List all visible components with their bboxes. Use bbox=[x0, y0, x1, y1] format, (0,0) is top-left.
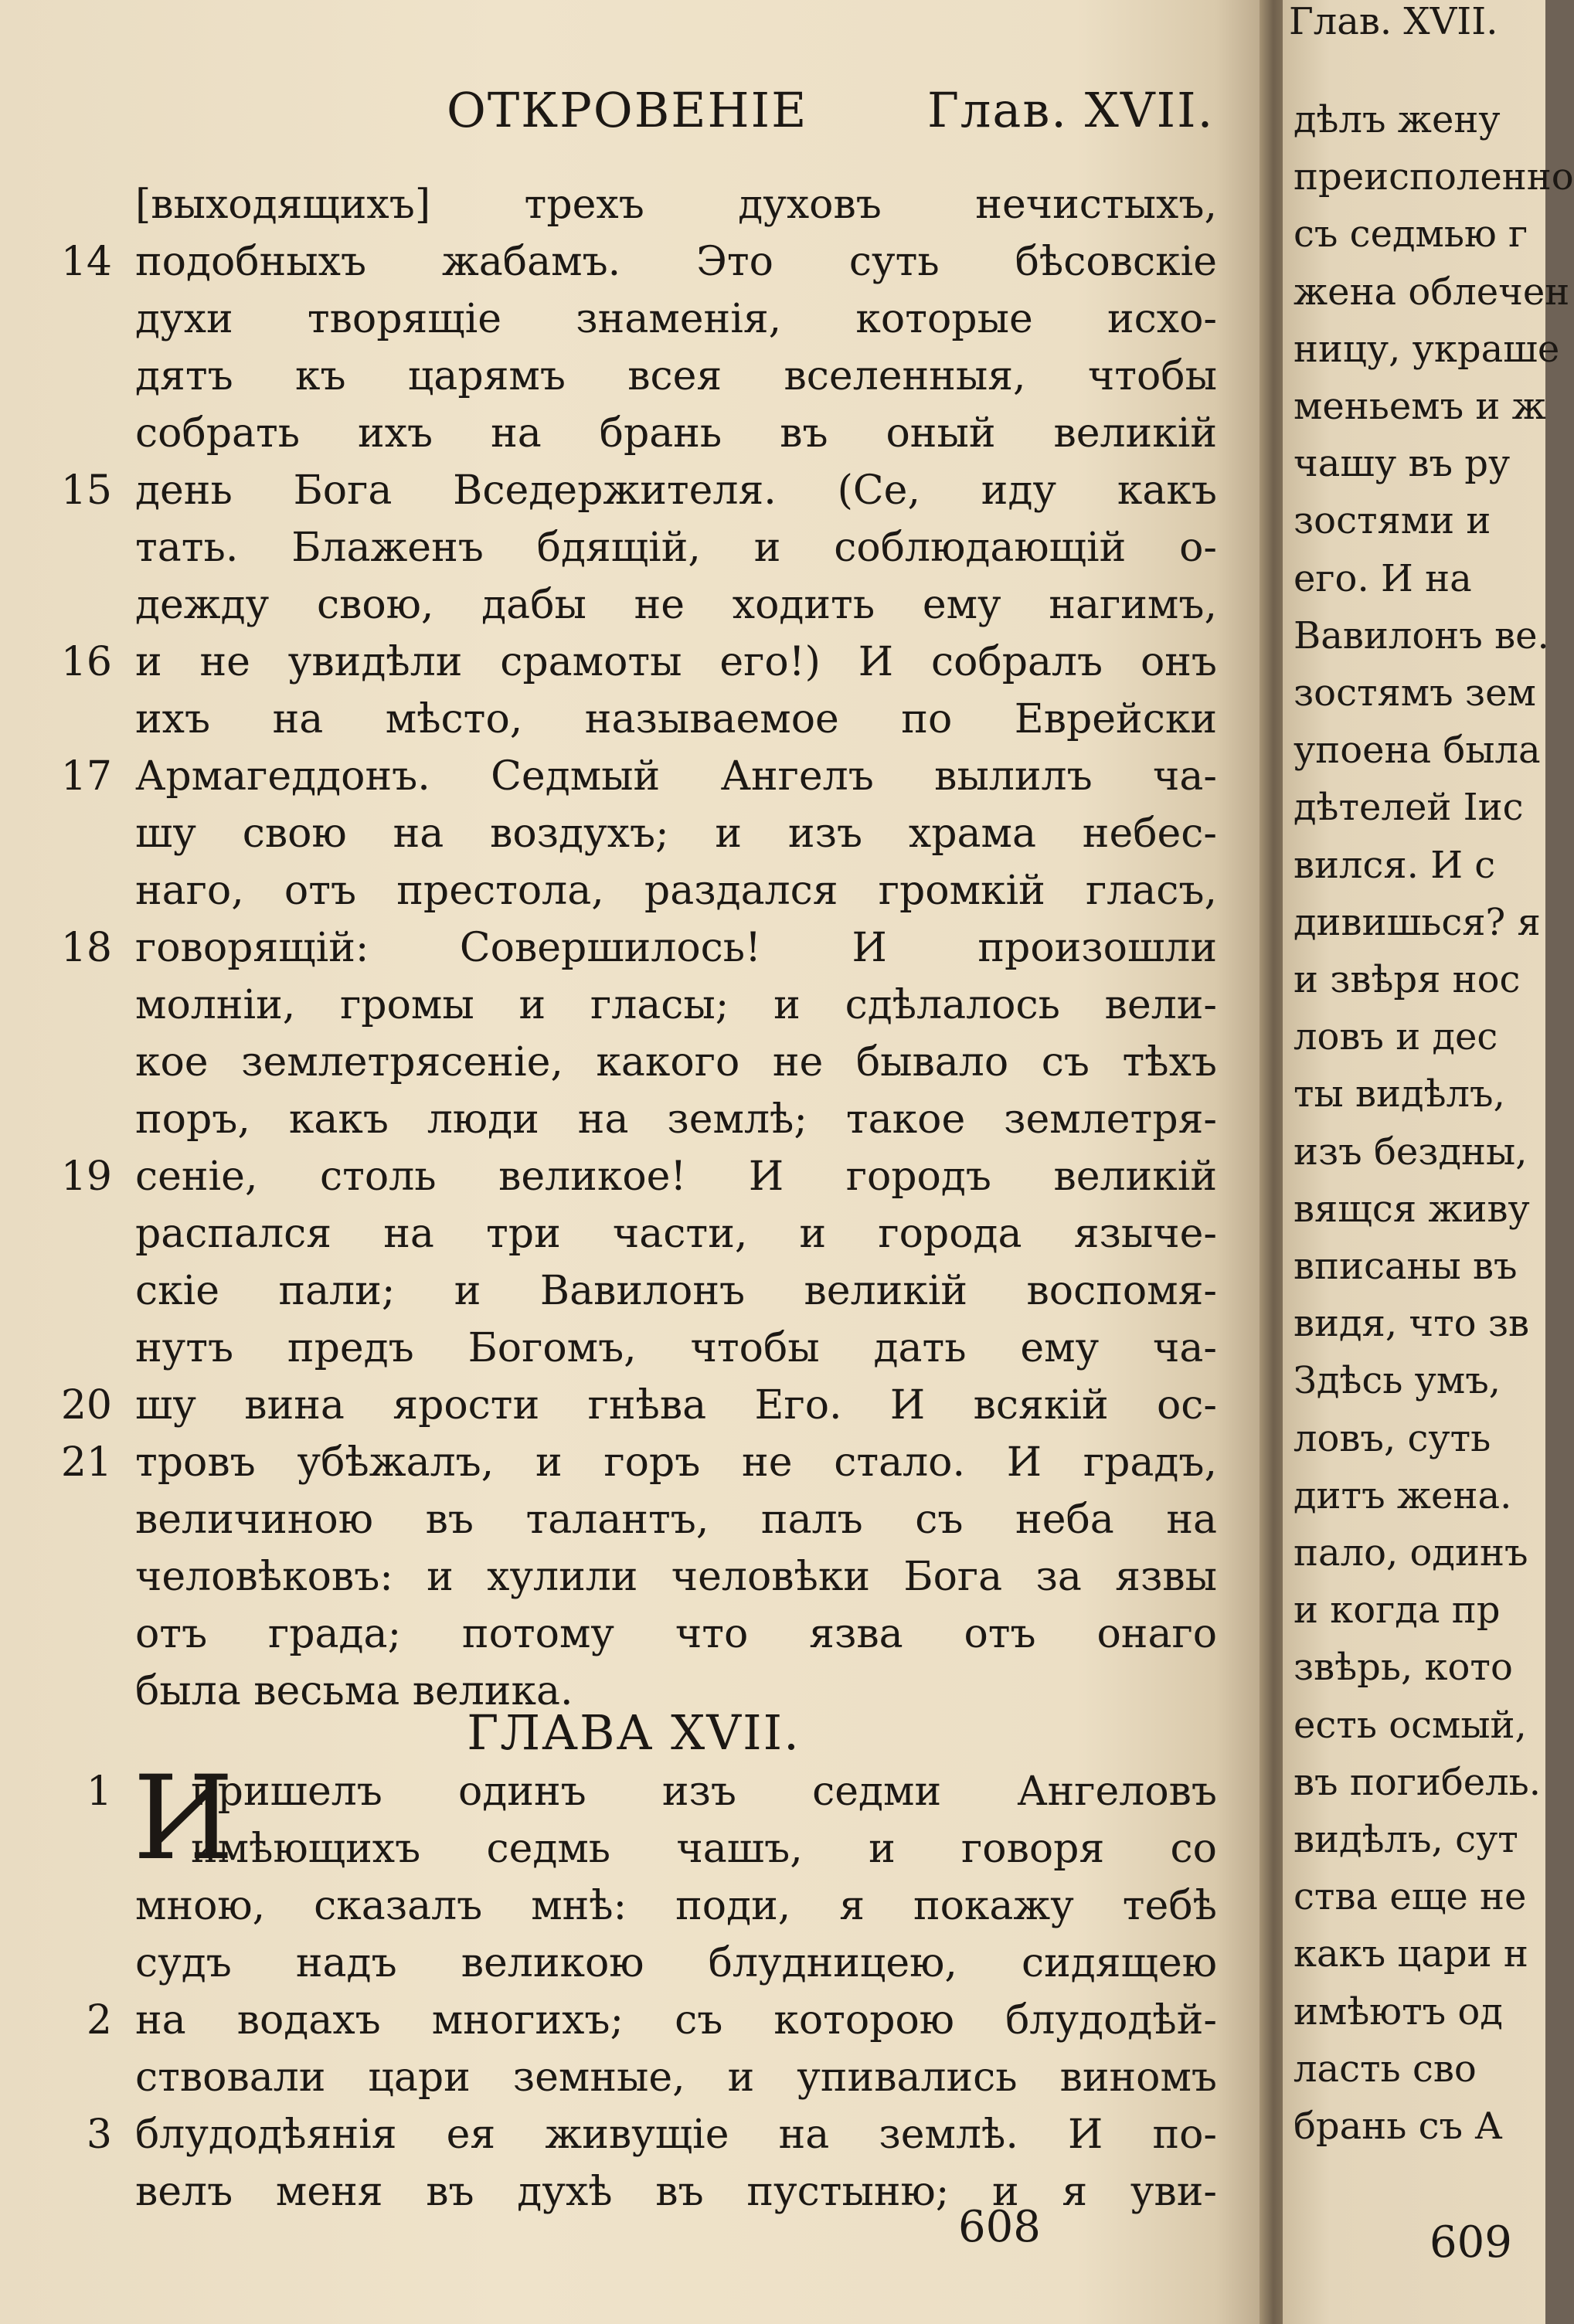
drop-cap: И bbox=[133, 1751, 234, 1886]
text-line: скіе пали; и Вавилонъ великій воспомя- bbox=[135, 1268, 1217, 1314]
right-text-line: чашу въ ру bbox=[1294, 442, 1511, 486]
text-line: шу свою на воздухъ; и изъ храма небес- bbox=[135, 810, 1217, 857]
verse-number: 18 bbox=[60, 925, 112, 971]
text-line: Армагеддонъ. Седмый Ангелъ вылилъ ча- bbox=[135, 753, 1217, 800]
text-line: дятъ къ царямъ всея вселенныя, чтобы bbox=[135, 353, 1217, 399]
right-text-line: преисполенно bbox=[1294, 155, 1574, 199]
page-number-left: 608 bbox=[958, 2202, 1041, 2252]
right-text-line: вписаны въ bbox=[1294, 1245, 1518, 1288]
right-text-line: меньемъ и ж bbox=[1294, 385, 1546, 428]
text-line: ихъ на мѣсто, называемое по Еврейски bbox=[135, 696, 1217, 742]
verse-number: 15 bbox=[60, 467, 112, 514]
verse-number: 17 bbox=[60, 753, 112, 800]
right-text-line: Вавилонъ ве. bbox=[1294, 613, 1549, 657]
right-text-line: зостями и bbox=[1294, 499, 1491, 543]
right-text-line: и когда пр bbox=[1294, 1588, 1501, 1633]
right-text-line: ловъ и дес bbox=[1294, 1015, 1498, 1059]
chapter-heading: ГЛАВА XVII. bbox=[467, 1704, 801, 1761]
book-title: ОТКРОВЕНІЕ bbox=[447, 82, 808, 138]
text-line: ствовали цари земные, и упивались виномъ bbox=[135, 2054, 1217, 2101]
chapter-label: Глав. XVII. bbox=[927, 82, 1215, 138]
text-line: тать. Блаженъ бдящій, и соблюдающій о- bbox=[135, 525, 1217, 571]
verse-number: 16 bbox=[60, 639, 112, 685]
text-line: кое землетрясеніе, какого не бывало съ тѣхъ bbox=[135, 1039, 1217, 1086]
right-text-line: изъ бездны, bbox=[1294, 1130, 1528, 1174]
right-text-line: Здѣсь умъ, bbox=[1294, 1359, 1501, 1403]
right-page-header: Глав. XVII. bbox=[1289, 0, 1498, 43]
right-text-line: дивишься? я bbox=[1294, 900, 1541, 944]
text-line: день Бога Вседержителя. (Се, иду какъ bbox=[135, 467, 1217, 514]
verse-number: 19 bbox=[60, 1154, 112, 1200]
right-page bbox=[1283, 0, 1574, 2324]
text-line: тровъ убѣжалъ, и горъ не стало. И градъ, bbox=[135, 1439, 1217, 1486]
text-line: собрать ихъ на брань въ оный великій bbox=[135, 410, 1217, 457]
text-line: молніи, громы и гласы; и сдѣлалось вели- bbox=[135, 982, 1217, 1028]
verse-number: 14 bbox=[60, 239, 112, 285]
verse-number: 20 bbox=[60, 1382, 112, 1429]
text-line: сеніе, столь великое! И городъ великій bbox=[135, 1154, 1217, 1200]
text-line: наго, отъ престола, раздался громкій гласъ, bbox=[135, 868, 1217, 914]
text-line: пришелъ одинъ изъ седми Ангеловъ bbox=[191, 1768, 1217, 1815]
right-text-line: ты видѣлъ, bbox=[1294, 1072, 1505, 1116]
text-line: велъ меня въ духѣ въ пустыню; и я уви- bbox=[135, 2169, 1217, 2215]
text-block-chapter-17 bbox=[133, 1751, 1217, 2220]
text-line: нутъ предъ Богомъ, чтобы дать ему ча- bbox=[135, 1325, 1217, 1371]
right-text-line: дѣлъ жену bbox=[1294, 98, 1501, 141]
right-text-line: дѣтелей Іис bbox=[1294, 786, 1524, 830]
right-text-line: ласть сво bbox=[1294, 2047, 1477, 2091]
verse-number: 21 bbox=[60, 1439, 112, 1486]
right-text-line: пало, одинъ bbox=[1294, 1531, 1528, 1575]
right-text-line: съ седмью г bbox=[1294, 212, 1528, 257]
text-line: отъ града; потому что язва отъ онаго bbox=[135, 1611, 1217, 1657]
right-text-line: видѣлъ, сут bbox=[1294, 1818, 1518, 1861]
page-header bbox=[0, 82, 1267, 144]
right-text-line: упоена была bbox=[1294, 729, 1541, 773]
text-line: распался на три части, и города языче- bbox=[135, 1211, 1217, 1257]
text-line: была весьма велика. bbox=[135, 1668, 573, 1714]
text-line: духи творящіе знаменія, которые исхо- bbox=[135, 296, 1217, 342]
text-line: мною, сказалъ мнѣ: поди, я покажу тебѣ bbox=[135, 1883, 1217, 1929]
verse-number: 2 bbox=[86, 1997, 112, 2044]
text-line: и не увидѣли срамоты его!) И собралъ онъ bbox=[135, 639, 1217, 685]
text-line: судъ надъ великою блудницею, сидящею bbox=[135, 1940, 1217, 1986]
right-text-line: вящся живу bbox=[1294, 1187, 1530, 1231]
right-text-line: ловъ, суть bbox=[1294, 1416, 1491, 1460]
right-text-line: есть осмый, bbox=[1294, 1703, 1527, 1747]
text-block-chapter-16 bbox=[135, 176, 1217, 1720]
right-text-line: зостямъ зем bbox=[1294, 671, 1536, 715]
text-line: подобныхъ жабамъ. Это суть бѣсовскіе bbox=[135, 239, 1217, 285]
text-line: говорящій: Совершилось! И произошли bbox=[135, 925, 1217, 971]
text-line: шу вина ярости гнѣва Его. И всякій ос- bbox=[135, 1382, 1217, 1429]
right-text-line: ства еще не bbox=[1294, 1875, 1527, 1919]
right-text-line: дитъ жена. bbox=[1294, 1473, 1512, 1517]
right-text-line: имѣютъ од bbox=[1294, 1989, 1503, 2034]
text-line: дежду свою, дабы не ходить ему нагимъ, bbox=[135, 582, 1217, 628]
right-text-line: видя, что зв bbox=[1294, 1302, 1530, 1346]
text-line: блудодѣянія ея живущіе на землѣ. И по- bbox=[135, 2112, 1217, 2158]
page-number-right: 609 bbox=[1430, 2217, 1512, 2268]
text-line: имѣющихъ седмь чашъ, и говоря со bbox=[191, 1826, 1217, 1872]
right-text-line: какъ цари н bbox=[1294, 1932, 1528, 1976]
verse-number: 3 bbox=[86, 2112, 112, 2158]
right-text-line: брань съ А bbox=[1294, 2105, 1503, 2148]
right-text-line: его. И на bbox=[1294, 556, 1472, 600]
right-text-line: ницу, украше bbox=[1294, 327, 1560, 371]
text-line: величиною въ талантъ, палъ съ неба на bbox=[135, 1497, 1217, 1543]
text-line: [выходящихъ] трехъ духовъ нечистыхъ, bbox=[135, 182, 1217, 228]
right-text-line: и звѣря нос bbox=[1294, 958, 1521, 1001]
right-text-line: въ погибель. bbox=[1294, 1760, 1542, 1804]
right-text-line: звѣрь, кото bbox=[1294, 1646, 1513, 1690]
text-line: поръ, какъ люди на землѣ; такое землетря- bbox=[135, 1096, 1217, 1143]
right-text-line: вился. И с bbox=[1294, 843, 1496, 887]
text-line: на водахъ многихъ; съ которою блудодѣй- bbox=[135, 1997, 1217, 2044]
verse-number: 1 bbox=[86, 1768, 112, 1815]
text-line: человѣковъ: и хулили человѣки Бога за язвы bbox=[135, 1554, 1217, 1600]
right-text-line: жена облечен bbox=[1294, 270, 1570, 314]
